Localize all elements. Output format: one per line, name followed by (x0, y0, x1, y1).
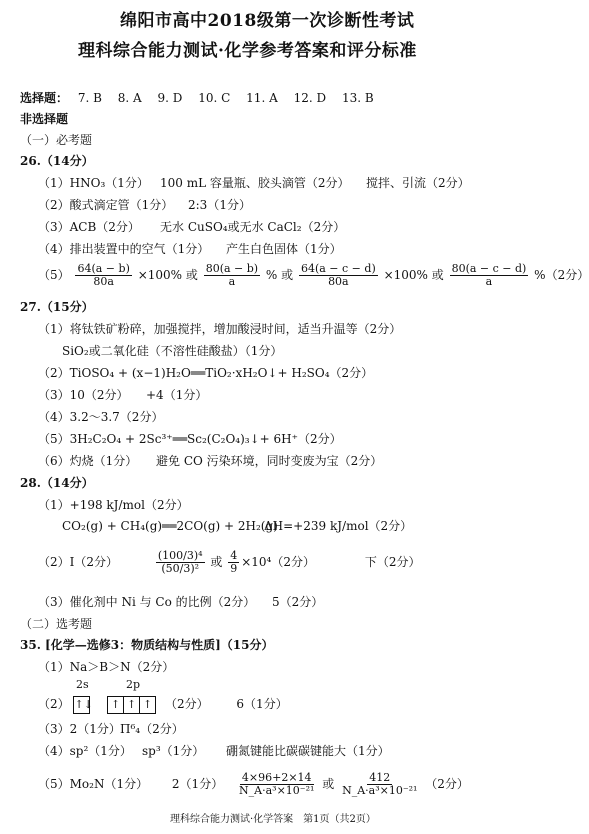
orbital-box: ↑ (107, 696, 124, 714)
page-subtitle: 理科综合能力测试·化学参考答案和评分标准 (78, 41, 417, 61)
q27-line2: （2）TiOSO₄ + (x−1)H₂O══TiO₂·xH₂O↓+ H₂SO₄（2分） (38, 366, 374, 380)
q35-line5: （5）Mo₂N（1分） 2（1分） $\frac{4\times 96+2\times 14}{\text{N\_A·a³×10⁻²¹}}$ 或 $\frac{412}{\text{N\_A·a³×10⁻²¹}}$ （2分） (38, 771, 469, 797)
q26-line4b: 产生白色固体（1分） (226, 242, 342, 256)
q26-line1a: （1）HNO₃（1分） (38, 176, 149, 190)
q28-line2: （2）I（2分） $\frac{\text{(100/3)⁴}}{\text{(50/3)²}}$ 或 $\frac{4}{9}$ ×10⁴（2分） 下（2分） (38, 549, 421, 575)
q35-line3b: Π⁶₄（2分） (120, 722, 184, 736)
page-footer: 理科综合能力测试·化学答案 第1页（共2页） (170, 814, 376, 825)
q28-line1: （1）+198 kJ/mol（2分） (38, 498, 189, 512)
optional-heading: （二）选考题 (20, 617, 93, 631)
q27-line3b: +4（1分） (146, 388, 208, 402)
q28-line3b: 5（2分） (272, 595, 324, 609)
orbital-box: ↑↓ (73, 696, 90, 714)
q26-line5-prefix: （5） (38, 268, 70, 282)
fraction: $\frac{80(a - b)}{a}$ (205, 262, 259, 288)
q26-line1b: 100 mL 容量瓶、胶头滴管（2分） (160, 176, 350, 190)
choice-answer: 12. D (293, 91, 327, 105)
q35-line3a: （3）2（1分） (38, 722, 121, 736)
choice-answer: 8. A (117, 91, 142, 105)
orbital-label-2p: 2p (126, 678, 141, 691)
q26-line2b: 2:3（1分） (188, 198, 251, 212)
choice-label: 选择题： (20, 91, 69, 105)
q27-line4: （4）3.2～3.7（2分） (38, 410, 164, 424)
q35-heading: 35. [化学—选修3：物质结构与性质]（15分） (20, 638, 274, 652)
fraction: $\frac{4}{9}$ (230, 549, 238, 575)
q28-line1b-dh: ΔH=+239 kJ/mol（2分） (264, 519, 413, 533)
q26-line1c: 搅拌、引流（2分） (366, 176, 470, 190)
q28-line1b-eq: CO₂(g) + CH₄(g)══2CO(g) + 2H₂(g) (62, 519, 278, 533)
q27-line1b: SiO₂或二氧化硅（不溶性硅酸盐）（1分） (62, 344, 283, 358)
q27-line1: （1）将钛铁矿粉碎，加强搅拌，增加酸浸时间，适当升温等（2分） (38, 322, 402, 336)
choice-answer: 9. D (157, 91, 183, 105)
q26-line5: （5） $\frac{64(a - b)}{80a}$ ×100% 或 $\frac{80(a - b)}{a}$ % 或 $\frac{64(a - c - d)}{80a}$ ×100% 或 $\frac{80(a - c - d)}{a}$ %（2分） (38, 262, 589, 288)
nonchoice-heading: 非选择题 (20, 112, 69, 126)
choice-answer: 13. B (341, 91, 374, 105)
fraction: $\frac{64(a - b)}{80a}$ (77, 262, 130, 288)
q26-line3a: （3）ACB（2分） (38, 220, 140, 234)
q26-line3b: 无水 CuSO₄或无水 CaCl₂（2分） (160, 220, 346, 234)
q35-line4c: 硼氮键能比碳碳键能大（1分） (226, 744, 390, 758)
orbital-box: ↑ (139, 696, 156, 714)
q35-line4b: sp³（1分） (142, 744, 205, 758)
q26-line2a: （2）酸式滴定管（1分） (38, 198, 174, 212)
orbital-box: ↑ (123, 696, 140, 714)
q35-line1: （1）Na＞B＞N（2分） (38, 660, 175, 674)
q26-heading: 26.（14分） (20, 154, 94, 168)
q27-line3a: （3）10（2分） (38, 388, 129, 402)
q27-line6a: （6）灼烧（1分） (38, 454, 138, 468)
q26-line4a: （4）排出装置中的空气（1分） (38, 242, 210, 256)
fraction: $\frac{\text{(100/3)⁴}}{\text{(50/3)²}}$ (157, 549, 203, 575)
fraction: $\frac{64(a - c - d)}{80a}$ (300, 262, 376, 288)
q35-line2: （2） ↑↓ ↑ ↑ ↑ （2分） 6（1分） (38, 696, 288, 714)
choice-answer: 7. B (77, 91, 102, 105)
q35-line4a: （4）sp²（1分） (38, 744, 132, 758)
q27-heading: 27.（15分） (20, 300, 94, 314)
q27-line6b: 避免 CO 污染环境，同时变废为宝（2分） (156, 454, 383, 468)
required-heading: （一）必考题 (20, 133, 93, 147)
fraction: $\frac{412}{\text{N\_A·a³×10⁻²¹}}$ (342, 771, 418, 797)
q28-heading: 28.（14分） (20, 476, 94, 490)
choice-row (20, 91, 374, 105)
page-title: 绵阳市高中2018级第一次诊断性考试 (120, 11, 415, 31)
fraction: $\frac{80(a - c - d)}{a}$ (451, 262, 527, 288)
choice-answer: 10. C (198, 91, 231, 105)
choice-answer: 11. A (246, 91, 278, 105)
q28-line3a: （3）催化剂中 Ni 与 Co 的比例（2分） (38, 595, 256, 609)
fraction: $\frac{4\times 96+2\times 14}{\text{N\_A·a³×10⁻²¹}}$ (239, 771, 315, 797)
orbital-label-2s: 2s (76, 678, 89, 691)
q27-line5: （5）3H₂C₂O₄ + 2Sc³⁺══Sc₂(C₂O₄)₃↓+ 6H⁺（2分） (38, 432, 342, 446)
